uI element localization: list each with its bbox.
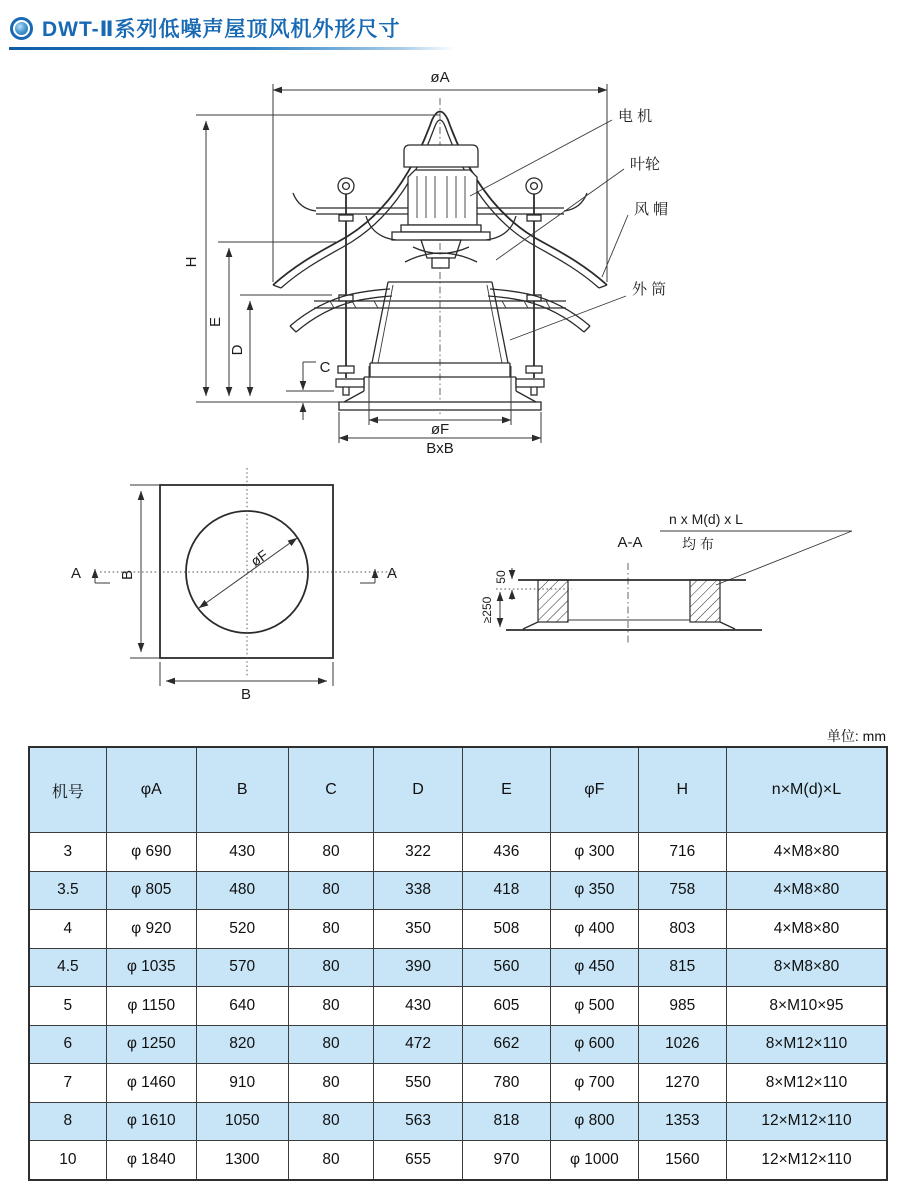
table-row bbox=[29, 987, 887, 1026]
table-cell: φ 350 bbox=[551, 871, 639, 910]
motor bbox=[392, 145, 490, 240]
table-cell: 6 bbox=[29, 1025, 106, 1064]
table-cell: 815 bbox=[638, 948, 726, 987]
table-cell: 605 bbox=[462, 987, 550, 1026]
section-dim-250: ≥250 bbox=[480, 596, 494, 624]
bullseye-icon bbox=[10, 17, 33, 40]
table-cell: 820 bbox=[196, 1025, 288, 1064]
table-cell: 480 bbox=[196, 871, 288, 910]
table-cell: 80 bbox=[288, 871, 374, 910]
table-cell: 803 bbox=[638, 910, 726, 949]
table-cell: φ 1840 bbox=[106, 1141, 196, 1180]
table-cell: φ 1460 bbox=[106, 1064, 196, 1103]
dim-label-oa: øA bbox=[430, 69, 450, 86]
col-header-model: 机号 bbox=[29, 747, 106, 833]
eye-bolt-right bbox=[526, 178, 542, 395]
table-cell: φ 450 bbox=[551, 948, 639, 987]
table-cell: 4.5 bbox=[29, 948, 106, 987]
table-cell: φ 600 bbox=[551, 1025, 639, 1064]
table-cell: 10 bbox=[29, 1141, 106, 1180]
table-cell: 80 bbox=[288, 987, 374, 1026]
table-cell: 12×M12×110 bbox=[726, 1141, 887, 1180]
table-cell: 80 bbox=[288, 1025, 374, 1064]
section-view bbox=[480, 511, 852, 645]
part-label-outer-cylinder: 外 筒 bbox=[632, 281, 667, 298]
table-cell: 430 bbox=[374, 987, 462, 1026]
impeller bbox=[405, 240, 477, 268]
table-cell: 80 bbox=[288, 1064, 374, 1103]
table-cell: 80 bbox=[288, 1102, 374, 1141]
col-header-phiF: φF bbox=[551, 747, 639, 833]
table-cell: 8×M10×95 bbox=[726, 987, 887, 1026]
table-cell: 1026 bbox=[638, 1025, 726, 1064]
dim-label-d: D bbox=[229, 344, 246, 356]
col-header-C: C bbox=[288, 747, 374, 833]
plan-marker-a-right: A bbox=[386, 565, 398, 582]
table-cell: 508 bbox=[462, 910, 550, 949]
part-label-motor: 电 机 bbox=[618, 108, 653, 125]
plan-dim-b-left: B bbox=[119, 569, 136, 581]
table-row bbox=[29, 948, 887, 987]
table-cell: φ 805 bbox=[106, 871, 196, 910]
table-cell: 563 bbox=[374, 1102, 462, 1141]
page-title: DWT-Ⅱ系列低噪声屋顶风机外形尺寸 bbox=[42, 18, 401, 41]
elevation-view bbox=[183, 69, 668, 457]
page-header bbox=[10, 13, 400, 43]
table-cell: 570 bbox=[196, 948, 288, 987]
table-cell: 780 bbox=[462, 1064, 550, 1103]
table-header-row bbox=[29, 747, 887, 833]
table-cell: 338 bbox=[374, 871, 462, 910]
table-cell: φ 300 bbox=[551, 833, 639, 872]
table-row bbox=[29, 910, 887, 949]
col-header-phiA: φA bbox=[106, 747, 196, 833]
table-row bbox=[29, 1102, 887, 1141]
table-cell: 8×M12×110 bbox=[726, 1064, 887, 1103]
table-cell: 1270 bbox=[638, 1064, 726, 1103]
table-cell: φ 1150 bbox=[106, 987, 196, 1026]
section-dim-50: 50 bbox=[494, 570, 508, 584]
dim-label-c: C bbox=[319, 359, 331, 376]
title-underline bbox=[9, 47, 455, 50]
table-cell: 4 bbox=[29, 910, 106, 949]
table-cell: 1050 bbox=[196, 1102, 288, 1141]
table-cell: 4×M8×80 bbox=[726, 910, 887, 949]
plan-dim-of: øF bbox=[247, 546, 271, 570]
table-cell: 3.5 bbox=[29, 871, 106, 910]
table-row bbox=[29, 833, 887, 872]
table-cell: 8×M8×80 bbox=[726, 948, 887, 987]
table-row bbox=[29, 1141, 887, 1180]
table-cell: 7 bbox=[29, 1064, 106, 1103]
table-cell: 818 bbox=[462, 1102, 550, 1141]
table-cell: 1300 bbox=[196, 1141, 288, 1180]
plan-dim-b-bottom: B bbox=[240, 686, 252, 703]
table-cell: φ 690 bbox=[106, 833, 196, 872]
table-cell: 80 bbox=[288, 833, 374, 872]
table-cell: 418 bbox=[462, 871, 550, 910]
dim-label-bxb: BxB bbox=[426, 440, 454, 457]
table-cell: 430 bbox=[196, 833, 288, 872]
outer-cylinder bbox=[336, 282, 544, 410]
table-cell: 350 bbox=[374, 910, 462, 949]
table-cell: 3 bbox=[29, 833, 106, 872]
col-header-H: H bbox=[638, 747, 726, 833]
col-header-B: B bbox=[196, 747, 288, 833]
table-cell: 12×M12×110 bbox=[726, 1102, 887, 1141]
table-cell: 970 bbox=[462, 1141, 550, 1180]
table-cell: 716 bbox=[638, 833, 726, 872]
part-label-wind-cap: 风 帽 bbox=[634, 201, 669, 218]
table-cell: 80 bbox=[288, 1141, 374, 1180]
table-cell: φ 800 bbox=[551, 1102, 639, 1141]
table-cell: 436 bbox=[462, 833, 550, 872]
table-cell: 758 bbox=[638, 871, 726, 910]
plan-marker-a-left: A bbox=[70, 565, 82, 582]
table-cell: 8 bbox=[29, 1102, 106, 1141]
table-cell: φ 1035 bbox=[106, 948, 196, 987]
table-cell: 910 bbox=[196, 1064, 288, 1103]
section-bolt-note-2: 均 布 bbox=[682, 536, 714, 552]
table-cell: 472 bbox=[374, 1025, 462, 1064]
dim-label-h: H bbox=[183, 256, 200, 268]
part-label-impeller: 叶轮 bbox=[630, 156, 661, 173]
table-cell: 8×M12×110 bbox=[726, 1025, 887, 1064]
table-row bbox=[29, 1025, 887, 1064]
table-cell: φ 500 bbox=[551, 987, 639, 1026]
table-cell: φ 400 bbox=[551, 910, 639, 949]
table-cell: 5 bbox=[29, 987, 106, 1026]
table-cell: 985 bbox=[638, 987, 726, 1026]
table-cell: 550 bbox=[374, 1064, 462, 1103]
table-row bbox=[29, 1064, 887, 1103]
table-cell: 4×M8×80 bbox=[726, 833, 887, 872]
eye-bolt-left bbox=[338, 178, 354, 395]
table-cell: 322 bbox=[374, 833, 462, 872]
table-cell: 655 bbox=[374, 1141, 462, 1180]
table-cell: 4×M8×80 bbox=[726, 871, 887, 910]
dimension-table bbox=[28, 746, 888, 1181]
col-header-bolts: n×M(d)×L bbox=[726, 747, 887, 833]
table-cell: φ 700 bbox=[551, 1064, 639, 1103]
section-bolt-note: n x M(d) x L bbox=[669, 511, 743, 527]
table-cell: φ 920 bbox=[106, 910, 196, 949]
table-row bbox=[29, 871, 887, 910]
table-cell: 662 bbox=[462, 1025, 550, 1064]
units-label: 单位: mm bbox=[826, 728, 886, 744]
table-cell: φ 1000 bbox=[551, 1141, 639, 1180]
table-cell: 1353 bbox=[638, 1102, 726, 1141]
col-header-E: E bbox=[462, 747, 550, 833]
table-cell: 390 bbox=[374, 948, 462, 987]
table-cell: 80 bbox=[288, 948, 374, 987]
table-cell: 1560 bbox=[638, 1141, 726, 1180]
dim-label-e: E bbox=[207, 316, 224, 328]
table-cell: φ 1250 bbox=[106, 1025, 196, 1064]
table-cell: 520 bbox=[196, 910, 288, 949]
table-cell: 80 bbox=[288, 910, 374, 949]
table-cell: φ 1610 bbox=[106, 1102, 196, 1141]
plan-view bbox=[71, 468, 397, 703]
col-header-D: D bbox=[374, 747, 462, 833]
dim-label-of: øF bbox=[430, 421, 450, 438]
section-title: A-A bbox=[617, 534, 643, 551]
table-cell: 640 bbox=[196, 987, 288, 1026]
table-cell: 560 bbox=[462, 948, 550, 987]
